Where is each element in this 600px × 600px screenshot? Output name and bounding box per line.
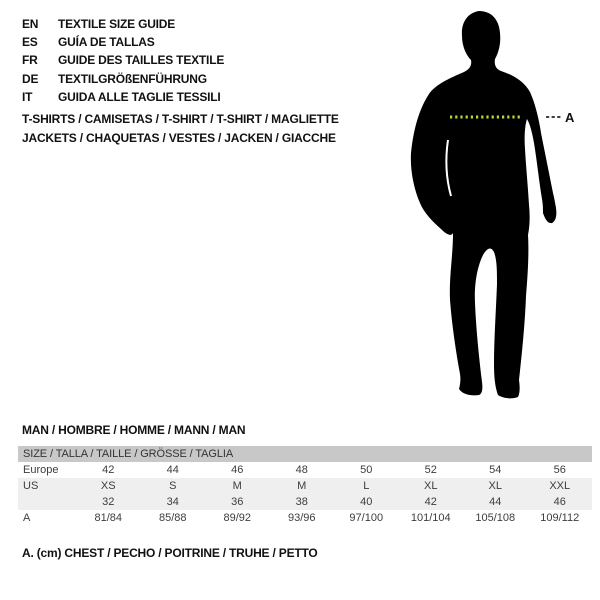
- size-cell: 34: [166, 496, 179, 508]
- size-cell: 32: [102, 496, 115, 508]
- measurement-note: A. (cm) CHEST / PECHO / POITRINE / TRUHE / PETTO: [22, 546, 318, 560]
- language-row-it: [22, 88, 224, 106]
- language-row-en: [22, 15, 224, 33]
- size-cell: 38: [295, 496, 308, 508]
- size-cell: L: [363, 480, 370, 492]
- size-table: [18, 446, 592, 527]
- size-cell: S: [169, 480, 177, 492]
- size-cell: XS: [100, 480, 116, 492]
- size-cell: XL: [488, 480, 502, 492]
- table-row-chest-cm: [18, 510, 592, 527]
- man-silhouette: [411, 11, 557, 398]
- gender-heading: MAN / HOMBRE / HOMME / MANN / MAN: [22, 423, 246, 437]
- table-row-us: [18, 478, 592, 494]
- size-cell: XL: [424, 480, 438, 492]
- row-label: A: [23, 512, 31, 524]
- size-cell: 40: [360, 496, 373, 508]
- size-cell: 42: [102, 464, 115, 476]
- size-cell: 46: [231, 464, 244, 476]
- row-label: [18, 494, 76, 510]
- language-label: TEXTILE SIZE GUIDE: [58, 17, 176, 31]
- size-cell: 52: [424, 464, 437, 476]
- row-label: Europe: [23, 464, 59, 476]
- size-cell: 56: [553, 464, 566, 476]
- language-row-de: [22, 70, 224, 88]
- table-row-numeric: [18, 494, 592, 510]
- size-cell: 109/112: [540, 512, 580, 524]
- size-cell: 89/92: [223, 512, 252, 524]
- size-cell: 46: [553, 496, 566, 508]
- man-figure: [405, 8, 595, 403]
- language-label: GUÍA DE TALLAS: [58, 35, 155, 50]
- table-row-europe: [18, 462, 592, 478]
- size-cell: M: [232, 480, 242, 492]
- language-code: DE: [22, 71, 39, 86]
- row-label: US: [23, 480, 39, 492]
- size-table-header: SIZE / TALLA / TAILLE / GRÖSSE / TAGLIA: [18, 446, 592, 462]
- language-label: GUIDE DES TAILLES TEXTILE: [58, 53, 225, 68]
- size-cell: 105/108: [475, 512, 516, 524]
- size-cell: 48: [295, 464, 308, 476]
- measure-label-a: A: [565, 110, 575, 125]
- language-label: TEXTILGRÖßENFÜHRUNG: [58, 71, 207, 86]
- size-cell: 44: [489, 496, 502, 508]
- language-row-es: [22, 33, 224, 51]
- language-code: ES: [22, 35, 38, 50]
- language-code: IT: [22, 89, 33, 104]
- garment-categories: [22, 110, 339, 147]
- size-cell: 36: [231, 496, 244, 508]
- size-cell: 93/96: [287, 512, 316, 524]
- size-cell: 81/84: [94, 512, 123, 524]
- language-code: EN: [22, 17, 39, 31]
- size-cell: XXL: [549, 480, 571, 492]
- size-cell: 85/88: [158, 512, 187, 524]
- size-cell: 101/104: [410, 512, 451, 524]
- language-row-fr: [22, 51, 224, 69]
- size-cell: 42: [424, 496, 437, 508]
- language-code: FR: [22, 53, 38, 68]
- category-tshirts: T-SHIRTS / CAMISETAS / T-SHIRT / T-SHIRT / MAGLIETTE: [22, 112, 339, 126]
- size-cell: 97/100: [349, 512, 384, 524]
- size-cell: 44: [166, 464, 179, 476]
- category-jackets: JACKETS / CHAQUETAS / VESTES / JACKEN / GIACCHE: [22, 130, 336, 145]
- size-cell: 50: [360, 464, 373, 476]
- language-list: [22, 15, 224, 106]
- language-label: GUIDA ALLE TAGLIE TESSILI: [58, 89, 221, 104]
- size-cell: M: [297, 480, 307, 492]
- size-cell: 54: [489, 464, 502, 476]
